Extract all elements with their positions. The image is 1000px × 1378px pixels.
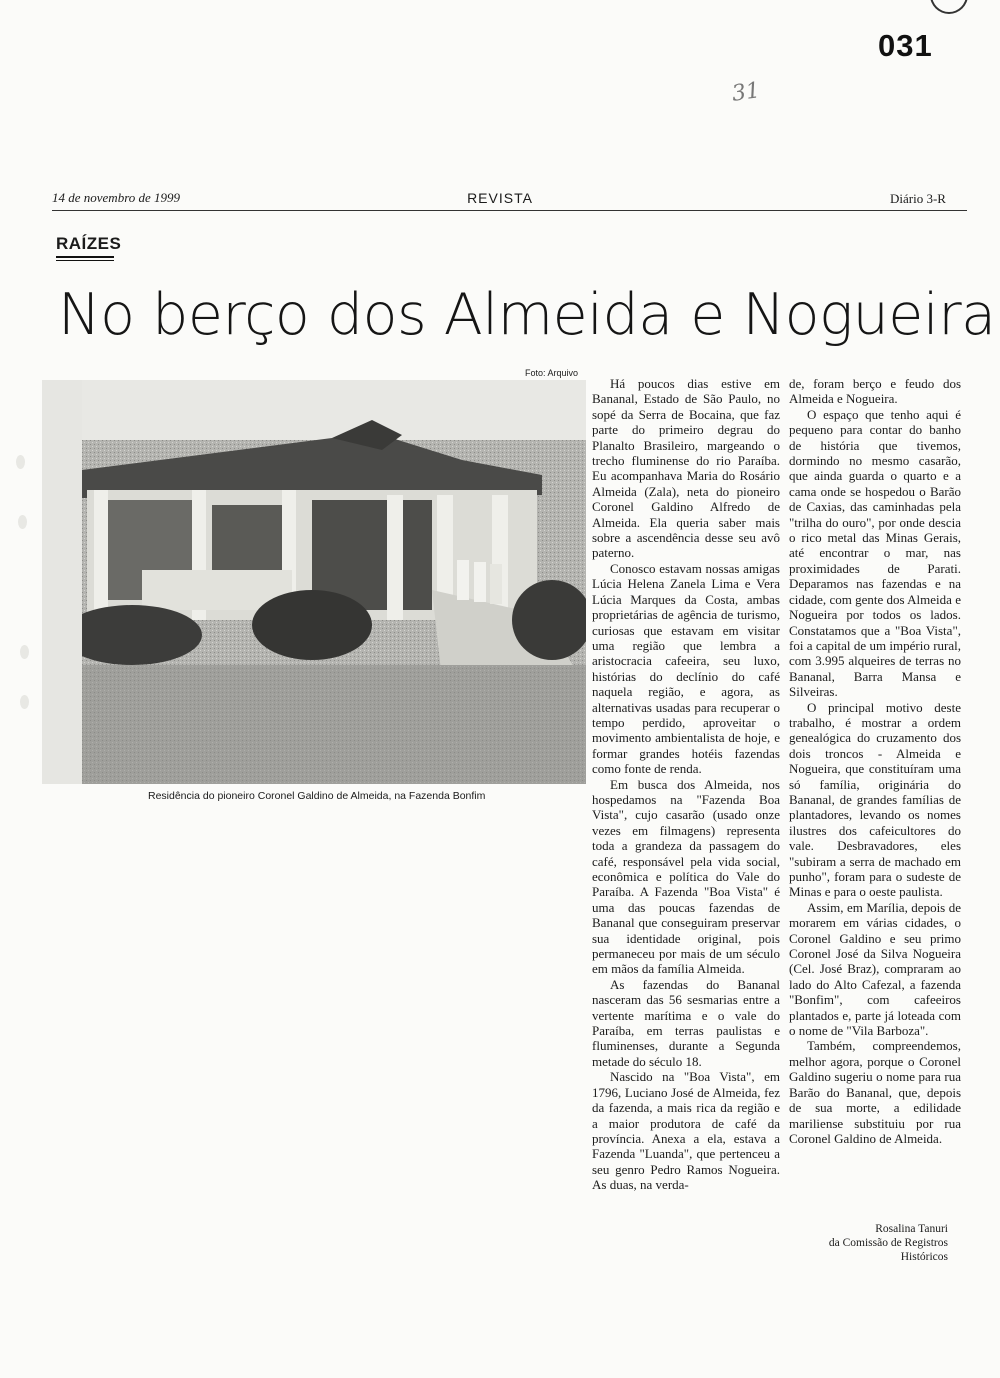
section-kicker: RAÍZES (56, 234, 122, 253)
paragraph: Nascido na "Boa Vista", em 1796, Luciano José de Almeida, fez da fazenda, a mais rica da região e a maior produtora de café da província. Anexa a ela, estava a Fazenda "Luanda", que pertenceu a seu genro Pedro Ramos Nogueira. As duas, na verda- (592, 1069, 780, 1193)
paragraph: Há poucos dias estive em Bananal, Estado de São Paulo, no sopé da Serra de Bocaina, que faz parte do primeiro degrau do Planalto Brasileiro, margeando o trecho fluminense do rio Paraíba. Eu acompanhava Maria do Rosário Almeida (Zala), neta do pioneiro Coronel Galdino Alfredo de Almeida. Ela queria saber mais sobre a ascendência desse seu avô paterno. (592, 376, 780, 561)
author-signature (800, 1222, 948, 1264)
kicker-underline-thin (56, 260, 114, 261)
stamp-mark (930, 0, 968, 14)
paragraph: O principal motivo deste trabalho, é mostrar a ordem genealógica do cruzamento dos dois troncos - Almeida e Nogueira, que constituíram uma só família, originária do Bananal, de grandes famílias de plantadores, levando os nomes ilustres dos cafeicultores do vale. Desbravadores, eles "subiram a serra de machado em punho", foram para o sudeste de Minas e para o oeste paulista. (789, 699, 961, 900)
kicker-underline (56, 256, 114, 258)
photo-caption: Residência do pioneiro Coronel Galdino de Almeida, na Fazenda Bonfim (148, 790, 486, 802)
paragraph: Também, compreendemos, melhor agora, porque o Coronel Galdino sugeriu o nome para rua Barão do Bananal, que, depois de sua morte, a edilidade mariliense substituiu por rua Coronel Galdino de Almeida. (789, 1038, 961, 1146)
author-name: Rosalina Tanuri (875, 1223, 948, 1235)
header-date: 14 de novembro de 1999 (52, 190, 181, 205)
article-headline: No berço dos Almeida e Nogueira (58, 282, 996, 348)
paragraph: Conosco estavam nossas amigas Lúcia Helena Zanela Lima e Vera Lúcia Marques da Costa, ambas proprietárias de agência de turismo, curiosas que estavam em visitar uma região que lembra a aristocracia cafeeira, seu luxo, histórias do declínio do café naquela região, e agora, as alternativas usadas para recuperar o tempo perdido, aproveitar o movimento ambientalista de hoje, e formar grandes hotéis fazendas como fonte de renda. (592, 560, 780, 777)
photo-credit: Foto: Arquivo (525, 368, 579, 378)
page-number: 031 (878, 28, 933, 63)
paragraph: Em busca dos Almeida, nos hospedamos na "Fazenda Boa Vista", cujo casarão (usado onze vezes em filmagens) representa toda a grandeza da passagem do café, responsável pela vida social, econômica e política do Vale do Paraíba. A Fazenda "Boa Vista" é uma das poucas fazendas de Bananal que conseguiram preservar sua identidade original, pois permaneceu por mais de um século em mãos da família Almeida. (592, 776, 780, 977)
article-photo (42, 380, 586, 784)
header-page: Diário 3-R (890, 191, 946, 206)
paragraph: de, foram berço e feudo dos Almeida e Nogueira. (789, 376, 961, 407)
header-rule (52, 210, 967, 211)
author-role: da Comissão de Registros (828, 1237, 948, 1249)
handwritten-note: 31 (730, 78, 762, 107)
article-column-right (789, 376, 961, 1146)
paragraph: As fazendas do Bananal nasceram das 56 sesmarias entre a vertente marítima e o vale do Paraíba, em terras paulistas e fluminenses, durante a Segunda metade do século 18. (592, 976, 780, 1069)
paragraph: O espaço que tenho aqui é pequeno para contar do banho de história que tivemos, dormindo no mesmo casarão, que ainda guarda o quarto e a cama onde se hospedou o Barão de Caxias, das caminhadas pela "trilha do ouro", por onde descia o rico metal das Minas Gerais, até encontrar o mar, nas proximidades de Parati. Deparamos nas fazendas e na cidade, com gente dos Almeida e Nogueira por todos os lados. Constatamos que a "Boa Vista", foi a capital de um império rural, com 3.995 alqueires de terras no Bananal, Barra Mansa e Silveiras. (789, 406, 961, 700)
author-role-cont: Históricos (900, 1251, 948, 1263)
article-column-middle (592, 376, 780, 1193)
header-section: REVISTA (467, 190, 533, 206)
paragraph: Assim, em Marília, depois de morarem em várias cidades, o Coronel Galdino e seu primo Coronel José da Silva Nogueira (Cel. José Braz), compraram ao lado do Alto Cafezal, a fazenda "Bonfim", com cafeeiros plantados e, parte já loteada com o nome de "Vila Barboza". (789, 899, 961, 1039)
